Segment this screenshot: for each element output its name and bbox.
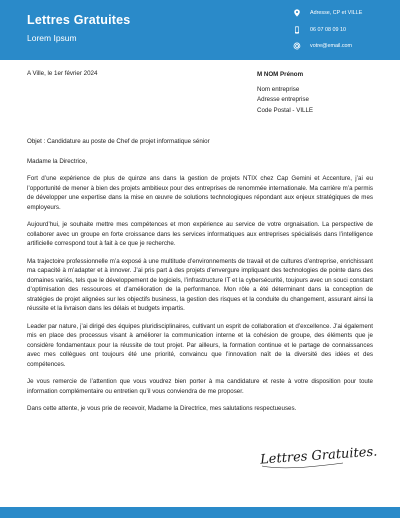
place-date: A Ville, le 1er février 2024 (27, 70, 98, 77)
signature-text: Lettres Gratuites. (259, 444, 378, 468)
contact-phone (292, 25, 346, 34)
letter-body (27, 137, 373, 422)
at-sign-icon (292, 41, 301, 50)
brand-subtitle: Lorem Ipsum (27, 33, 77, 43)
recipient-block (257, 70, 313, 116)
letter-paragraph: Dans cette attente, je vous prie de recevoir, Madame la Directrice, mes salutations respectueuses. (27, 405, 297, 412)
recipient-address: Adresse entreprise (257, 96, 309, 103)
letter-salutation: Madame la Directrice, (27, 157, 88, 165)
location-pin-icon (292, 8, 301, 17)
address-text: Adresse, CP et VILLE (310, 9, 363, 16)
email-text: votre@email.com (310, 42, 353, 49)
recipient-company: Nom entreprise (257, 85, 300, 93)
letter-paragraph: Fort d’une expérience de plus de quinze ans dans la gestion de projets NTIX chez Cap Gemini et Accenture, j’ai eu l’opportunité de mener à bien des projets ambitieux pour des entreprises de renommée internationale. Ma carrière m’a permis de développer une expertise dans la mise en œuvre de solutions technologiques répondant aux enjeux stratégiques de mes employeurs. (27, 175, 373, 211)
letter-paragraph: Leader par nature, j’ai dirigé des équipes pluridisciplinaires, cultivant un esprit de collaboration et d’excellence. J’ai également mis en place des processus visant à améliorer la communication interne et la cohésion de groupe, des éléments que je considère fondamentaux pour la réussite de tout projet. Par ailleurs, la formation continue et le partage de connaissances avec mes collègues ont toujours été une priorité, convaincu que l’innovation naît de la diversité des idées et des compétences. (27, 322, 373, 368)
letter-object: Objet : Candidature au poste de Chef de projet informatique sénior (27, 138, 210, 145)
footer-bar (0, 507, 400, 518)
contact-address (292, 8, 362, 17)
recipient-city: Code Postal - VILLE (257, 106, 314, 114)
brand-title: Lettres Gratuites (27, 13, 131, 27)
contact-email (292, 41, 352, 50)
signature (258, 436, 378, 479)
letter-paragraph: Aujourd’hui, je souhaite mettre mes compétences et mon expérience au service de votre orgnaisation. La perspective de collaborer avec un groupe en forte croissance dans les services informatiques aux entreprises spécialisés dans l’intelligence artificielle correspond tout à fait à ce que je recherche. (27, 221, 373, 247)
phone-text: 06 07 08 09 10 (310, 26, 346, 33)
letter-paragraph: Ma trajectoire professionnelle m’a exposé à une multitude d’environnements de travail et de cultures d’entreprise, enrichissant ma capacité à m’adapter et à innover. J’ai pris part à des projets d’envergure impliquant des technologies de pointe dans des domaines variés, tels que le développement de logiciels, l’infrastructure IT et la cybersécurité, toujours avec un souci constant d’optimisation des ressources et d’amélioration de la performance. Mon rôle a été déterminant dans la conception de stratégies de projet alignées sur les objectifs business, la gestion des risques et la conduite du changement, assurant ainsi la réussite et la livraison dans les délais et budgets impartis. (27, 257, 373, 312)
phone-icon (292, 25, 301, 34)
recipient-name: M NOM Prénom (257, 71, 304, 78)
header-banner (0, 0, 400, 60)
letter-paragraph: Je vous remercie de l’attention que vous voudrez bien porter à ma candidature et reste à votre disposition pour toute information complémentaire ou entretien qu’il vous conviendra de me proposer. (27, 378, 373, 395)
